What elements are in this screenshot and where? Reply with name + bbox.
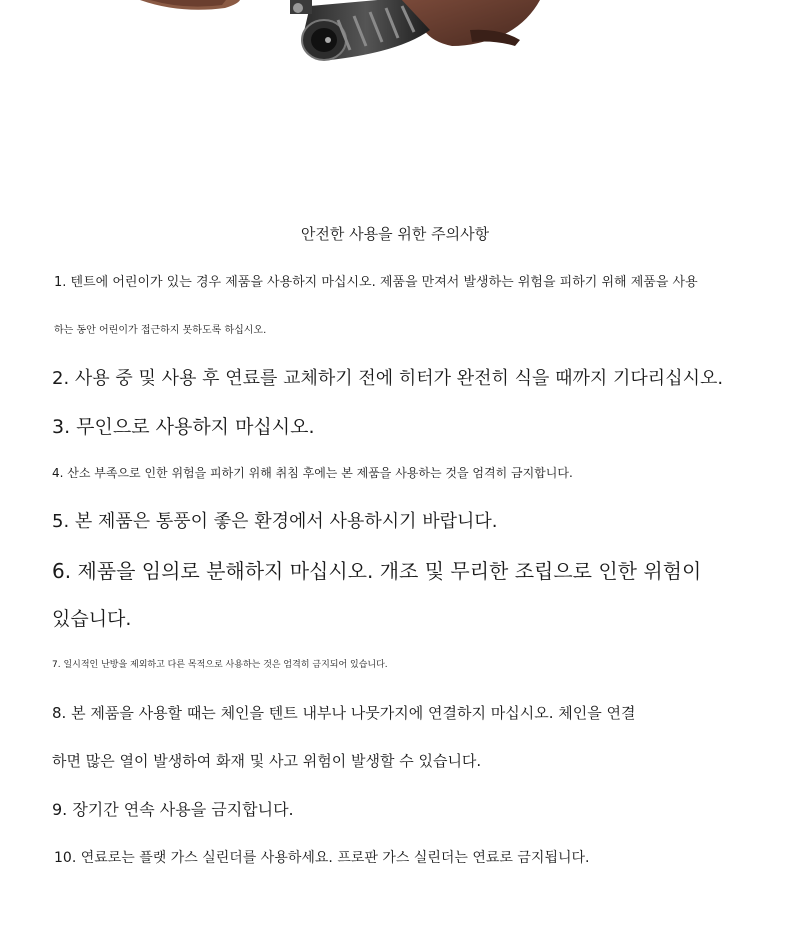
- notice-line: 하는 동안 어린이가 접근하지 못하도록 하십시오.: [54, 325, 267, 336]
- notice-line: 8. 본 제품을 사용할 때는 체인을 텐트 내부나 나뭇가지에 연결하지 마십시오. 체인을 연결: [52, 704, 636, 722]
- notice-line: 2. 사용 중 및 사용 후 연료를 교체하기 전에 히터가 완전히 식을 때까지 기다리십시오.: [52, 368, 724, 389]
- notice-line: 3. 무인으로 사용하지 마십시오.: [52, 416, 315, 438]
- notice-line: 10. 연료로는 플랫 가스 실린더를 사용하세요. 프로판 가스 실린더는 연료로 금지됩니다.: [54, 850, 590, 866]
- notice-title: 안전한 사용을 위한 주의사항: [300, 225, 490, 243]
- notice-line: 있습니다.: [52, 608, 132, 630]
- notice-line: 7. 일시적인 난방을 제외하고 다른 목적으로 사용하는 것은 엄격히 금지되어 있습니다.: [52, 660, 388, 670]
- notice-line: 6. 제품을 임의로 분해하지 마십시오. 개조 및 무리한 조립으로 인한 위험이: [52, 559, 702, 583]
- notice-line: 4. 산소 부족으로 인한 위험을 피하기 위해 취침 후에는 본 제품을 사용하는 것을 엄격히 금지합니다.: [52, 466, 573, 480]
- notice-line: 하면 많은 열이 발생하여 화재 및 사고 위험이 발생할 수 있습니다.: [52, 752, 482, 770]
- notice-line: 5. 본 제품은 통풍이 좋은 환경에서 사용하시기 바랍니다.: [52, 511, 498, 532]
- notice-line: 1. 텐트에 어린이가 있는 경우 제품을 사용하지 마십시오. 제품을 만져서 발생하는 위험을 피하기 위해 제품을 사용: [54, 275, 698, 290]
- notice-line: 9. 장기간 연속 사용을 금지합니다.: [52, 800, 294, 819]
